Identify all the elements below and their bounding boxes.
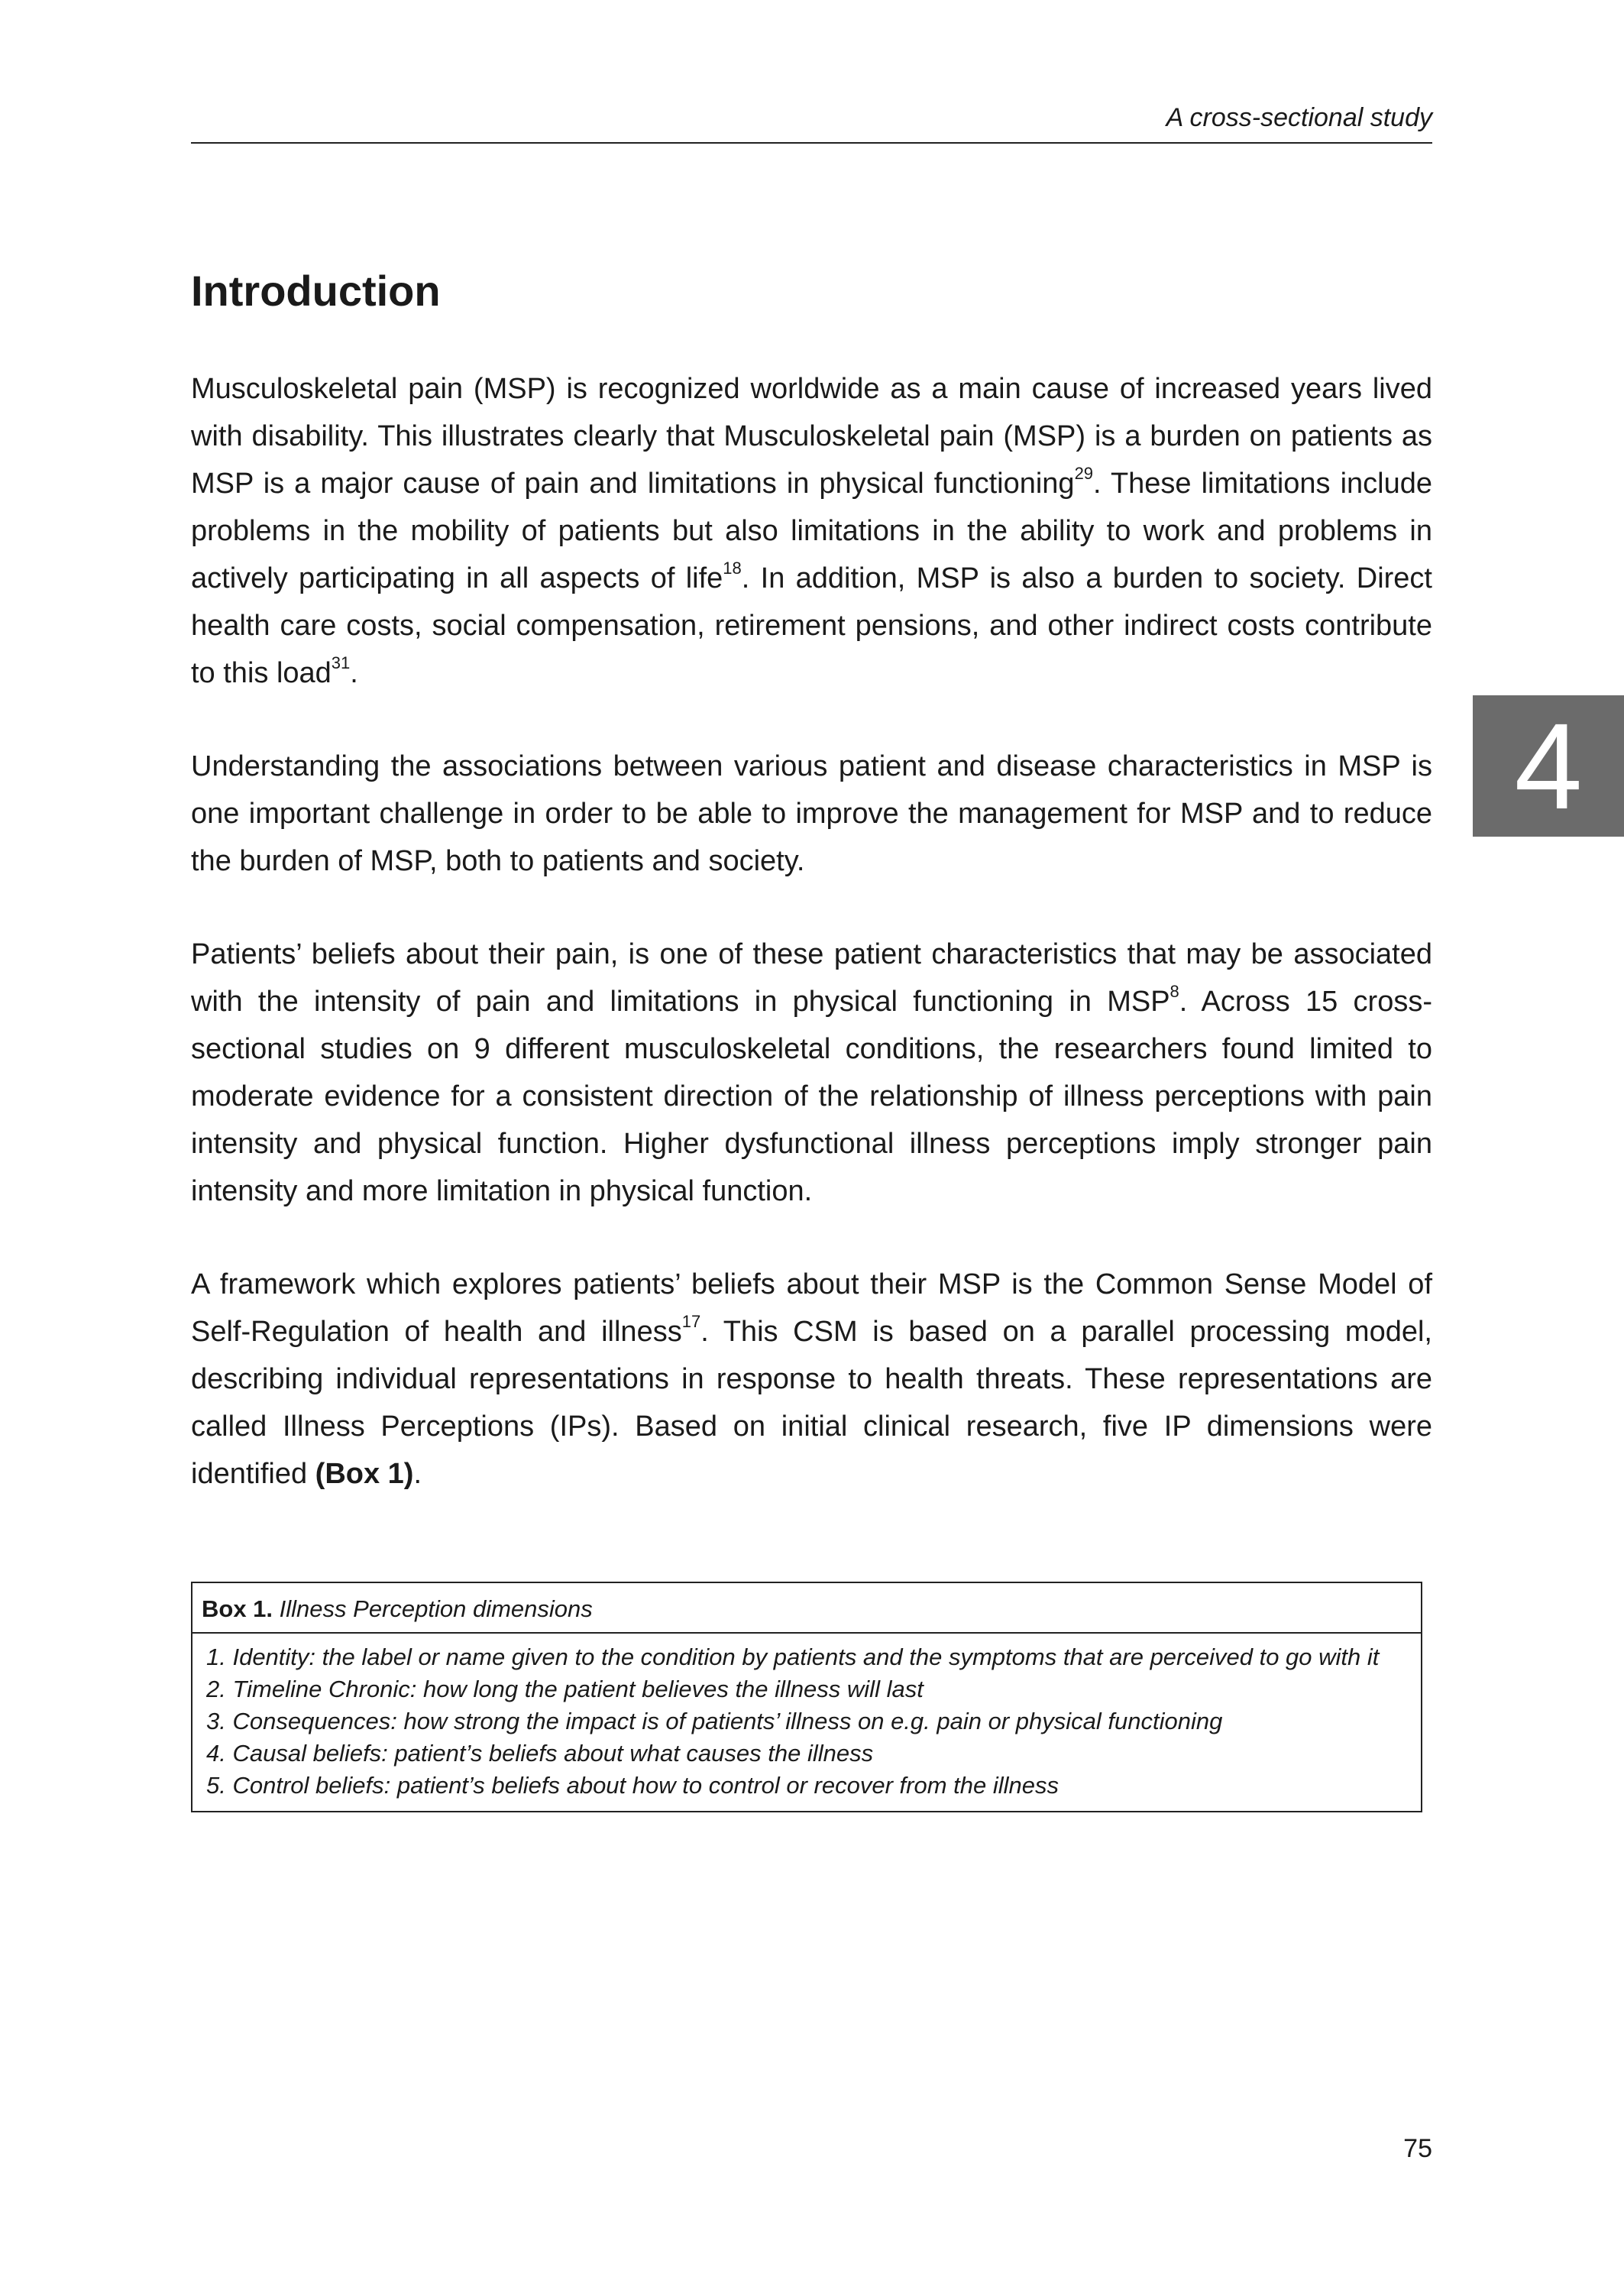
list-item: 3. Consequences: how strong the impact is of patients’ illness on e.g. pain or physical functioning: [206, 1708, 1223, 1734]
citation-31: 31: [331, 653, 351, 673]
paragraph-4-text-a: A framework which explores patients’ beliefs about their MSP is the Common Sense Model of Self-Regulation of health and illness: [191, 1268, 1432, 1348]
header-rule: [191, 142, 1432, 144]
paragraph-1-text-c: . In addition, MSP is also a burden to society. Direct health care costs, social compensation, retirement pensions, and other indirect costs contribute to this load: [191, 562, 1432, 689]
paragraph-2: Understanding the associations between various patient and disease characteristics in MSP is one important challenge in order to be able to improve the management for MSP and to reduce the burden of MSP, both to patients and society.: [191, 750, 1432, 877]
citation-17: 17: [681, 1312, 701, 1332]
list-item: 5. Control beliefs: patient’s beliefs about how to control or recover from the illness: [206, 1772, 1059, 1799]
paragraph-3-text-b: . Across 15 cross-sectional studies on 9 different musculoskeletal conditions, the researchers found limited to moderate evidence for a consistent direction of the relationship of illness perceptions with pain intensity and physical function. Higher dysfunctional illness perceptions imply stronger pain intensity and more limitation in physical function.: [191, 986, 1432, 1207]
citation-18: 18: [723, 559, 742, 578]
paragraph-4-text-b: . This CSM is based on a parallel processing model, describing individual representations in response to health threats. These representations are called Illness Perceptions (IPs). Based on initial clinical research, five IP dimensions were identified: [191, 1316, 1432, 1490]
box-title: Box 1.: [202, 1595, 273, 1622]
list-item: 4. Causal beliefs: patient’s beliefs about what causes the illness: [206, 1740, 874, 1767]
box-list: [192, 1634, 1421, 1811]
chapter-number: 4: [1514, 697, 1583, 834]
running-head: A cross-sectional study: [1166, 103, 1432, 132]
citation-29: 29: [1074, 464, 1094, 484]
box-reference: (Box 1): [315, 1458, 414, 1490]
chapter-tab: [1473, 695, 1624, 837]
paragraph-1-text-d: .: [350, 657, 358, 689]
citation-8: 8: [1169, 982, 1179, 1002]
paragraph-1-text-b: . These limitations include problems in the mobility of patients but also limitations in the ability to work and problems in actively participating in all aspects of life: [191, 468, 1432, 594]
box-caption: Illness Perception dimensions: [279, 1595, 593, 1622]
list-item: 1. Identity: the label or name given to the condition by patients and the symptoms that are perceived to go with it: [206, 1644, 1380, 1670]
paragraph-4-text-c: .: [413, 1458, 422, 1490]
body-text: [191, 365, 1432, 1543]
paragraph-1-text-a: Musculoskeletal pain (MSP) is recognized worldwide as a main cause of increased years lived with disability. This illustrates clearly that Musculoskeletal pain (MSP) is a burden on patients as MSP is a major cause of pain and limitations in physical functioning: [191, 373, 1432, 500]
section-title: Introduction: [191, 267, 441, 315]
paragraph-3: [191, 931, 1432, 1215]
paragraph-3-text-a: Patients’ beliefs about their pain, is one of these patient characteristics that may be associated with the intensity of pain and limitations in physical functioning in MSP: [191, 938, 1432, 1018]
list-item: 2. Timeline Chronic: how long the patient believes the illness will last: [206, 1676, 924, 1702]
box-1: [191, 1582, 1422, 1812]
page-number: 75: [1403, 2134, 1432, 2163]
paragraph-4: [191, 1261, 1432, 1498]
paragraph-1: [191, 365, 1432, 697]
box-header: [192, 1583, 1421, 1634]
